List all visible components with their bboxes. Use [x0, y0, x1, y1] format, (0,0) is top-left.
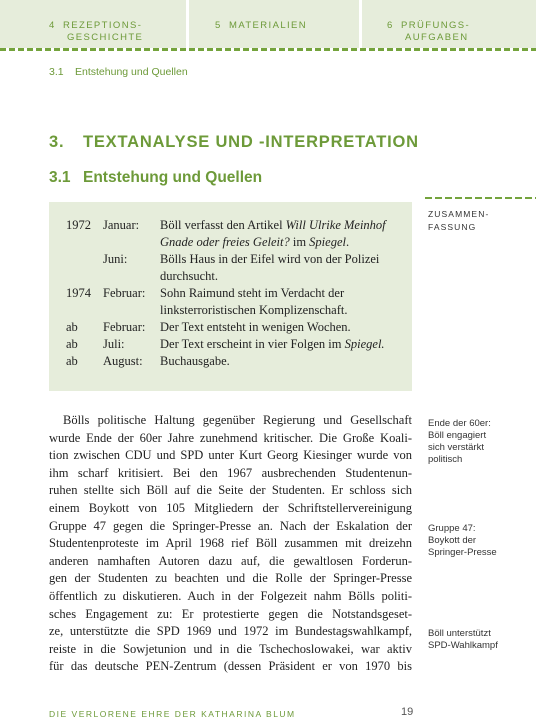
- chapter-navigation: [0, 0, 536, 48]
- tab-label: MATERIALIEN: [229, 20, 308, 31]
- tab-number: 5: [215, 20, 222, 31]
- text-line: anderen namhaften Autoren dazu auf, die gewaltlosen Forderun-: [49, 553, 412, 568]
- timeline-row: linksterroristischen Komplizenschaft.: [160, 303, 348, 317]
- text-line: ruhen stellte sich Böll auf die Seite der Studenten. Er schloss sich: [49, 483, 412, 498]
- body-paragraph: [49, 412, 412, 676]
- text-line: sches Engagement zu: Er protestierte gegen die Notstandsgeset-: [49, 606, 412, 621]
- breadcrumb-number: 3.1: [49, 66, 64, 78]
- timeline-row: durchsucht.: [160, 269, 218, 283]
- section-number: 3.1: [49, 169, 71, 186]
- timeline-row: ab August: Buchausgabe.: [66, 354, 230, 368]
- tab-label-line2: AUFGABEN: [405, 32, 469, 43]
- text-line: wurde Ende der 60er Jahre zunehmend kritischer. Die Große Koali-: [49, 430, 412, 445]
- margin-note: Gruppe 47: Boykott der Springer-Presse: [428, 523, 497, 558]
- tab-materialien[interactable]: [189, 0, 359, 48]
- text-line: Bölls politische Haltung gegenüber Regierung und Gesellschaft: [63, 413, 412, 427]
- section-title: [49, 169, 262, 187]
- timeline-row: ab Juli: Der Text erscheint in vier Folgen im Spiegel.: [66, 337, 385, 351]
- margin-note: Böll unterstützt SPD-Wahlkampf: [428, 628, 498, 651]
- breadcrumb-title: Entstehung und Quellen: [75, 66, 188, 78]
- tab-number: 4: [49, 20, 56, 31]
- text-line: tion zwischen CDU und SPD unter Kurt Georg Kiesinger wurde von: [49, 448, 412, 463]
- chapter-number: 3.: [49, 133, 65, 151]
- chapter-title-text: TEXTANALYSE UND -INTERPRETATION: [83, 133, 419, 151]
- timeline-summary-box: [49, 202, 412, 391]
- page-number: 19: [401, 706, 414, 718]
- section-title-text: Entstehung und Quellen: [83, 169, 263, 186]
- text-line: gen der Studenten zu beachten und die Rolle der Springer-Presse: [49, 571, 412, 586]
- margin-note: Ende der 60er: Böll engagiert sich verstärkt politisch: [428, 418, 491, 465]
- tab-number: 6: [387, 20, 394, 31]
- footer-book-title: DIE VERLORENE EHRE DER KATHARINA BLUM: [49, 709, 296, 719]
- text-line: öffentlich zu diskutieren. Auch in der Folgezeit nahm Bölls politi-: [49, 588, 412, 603]
- text-line: für das deutsche PEN-Zentrum (dessen Präsident er von 1970 bis: [49, 659, 412, 674]
- timeline-row: 1974 Februar: Sohn Raimund steht im Verdacht der: [66, 286, 345, 300]
- text-line: Gruppe 47 gegen die Springer-Presse an. Nach der Eskalation der: [49, 518, 412, 533]
- tab-label-line2: GESCHICHTE: [67, 32, 144, 43]
- summary-label: ZUSAMMEN- FASSUNG: [428, 209, 490, 232]
- timeline-row: Gnade oder freies Geleit? im Spiegel.: [160, 235, 350, 249]
- timeline-row: ab Februar: Der Text entsteht in wenigen Wochen.: [66, 320, 351, 334]
- sidebar-divider: [425, 197, 536, 199]
- timeline-row: Juni: Bölls Haus in der Eifel wird von der Polizei: [103, 252, 380, 266]
- tab-label: PRÜFUNGS-: [401, 20, 471, 31]
- text-line: ihm scharf kritisiert. Bei den 1967 ausbrechenden Studentenun-: [49, 465, 412, 480]
- tab-pruefungsaufgaben[interactable]: [362, 0, 536, 48]
- text-line: reiste in die Sowjetunion und in die Tschechoslowakei, war aktiv: [49, 641, 412, 656]
- chapter-title: [49, 133, 419, 152]
- tab-rezeptionsgeschichte[interactable]: [0, 0, 186, 48]
- timeline-row: 1972 Januar: Böll verfasst den Artikel Will Ulrike Meinhof: [66, 218, 386, 232]
- spiegel-ref: im Spiegel.: [289, 235, 350, 249]
- tab-label: REZEPTIONS-: [63, 20, 143, 31]
- header-divider: [0, 48, 536, 51]
- text-line: ze, unterstützte die SPD 1969 und 1972 im Bundestagswahlkampf,: [49, 624, 412, 639]
- text-line: einem Boykott von 105 Mitgliedern der Schriftstellervereinigung: [49, 500, 412, 515]
- text-line: Studentenproteste im April 1968 rief Böll zusammen mit dreizehn: [49, 536, 412, 551]
- breadcrumb: [49, 66, 188, 78]
